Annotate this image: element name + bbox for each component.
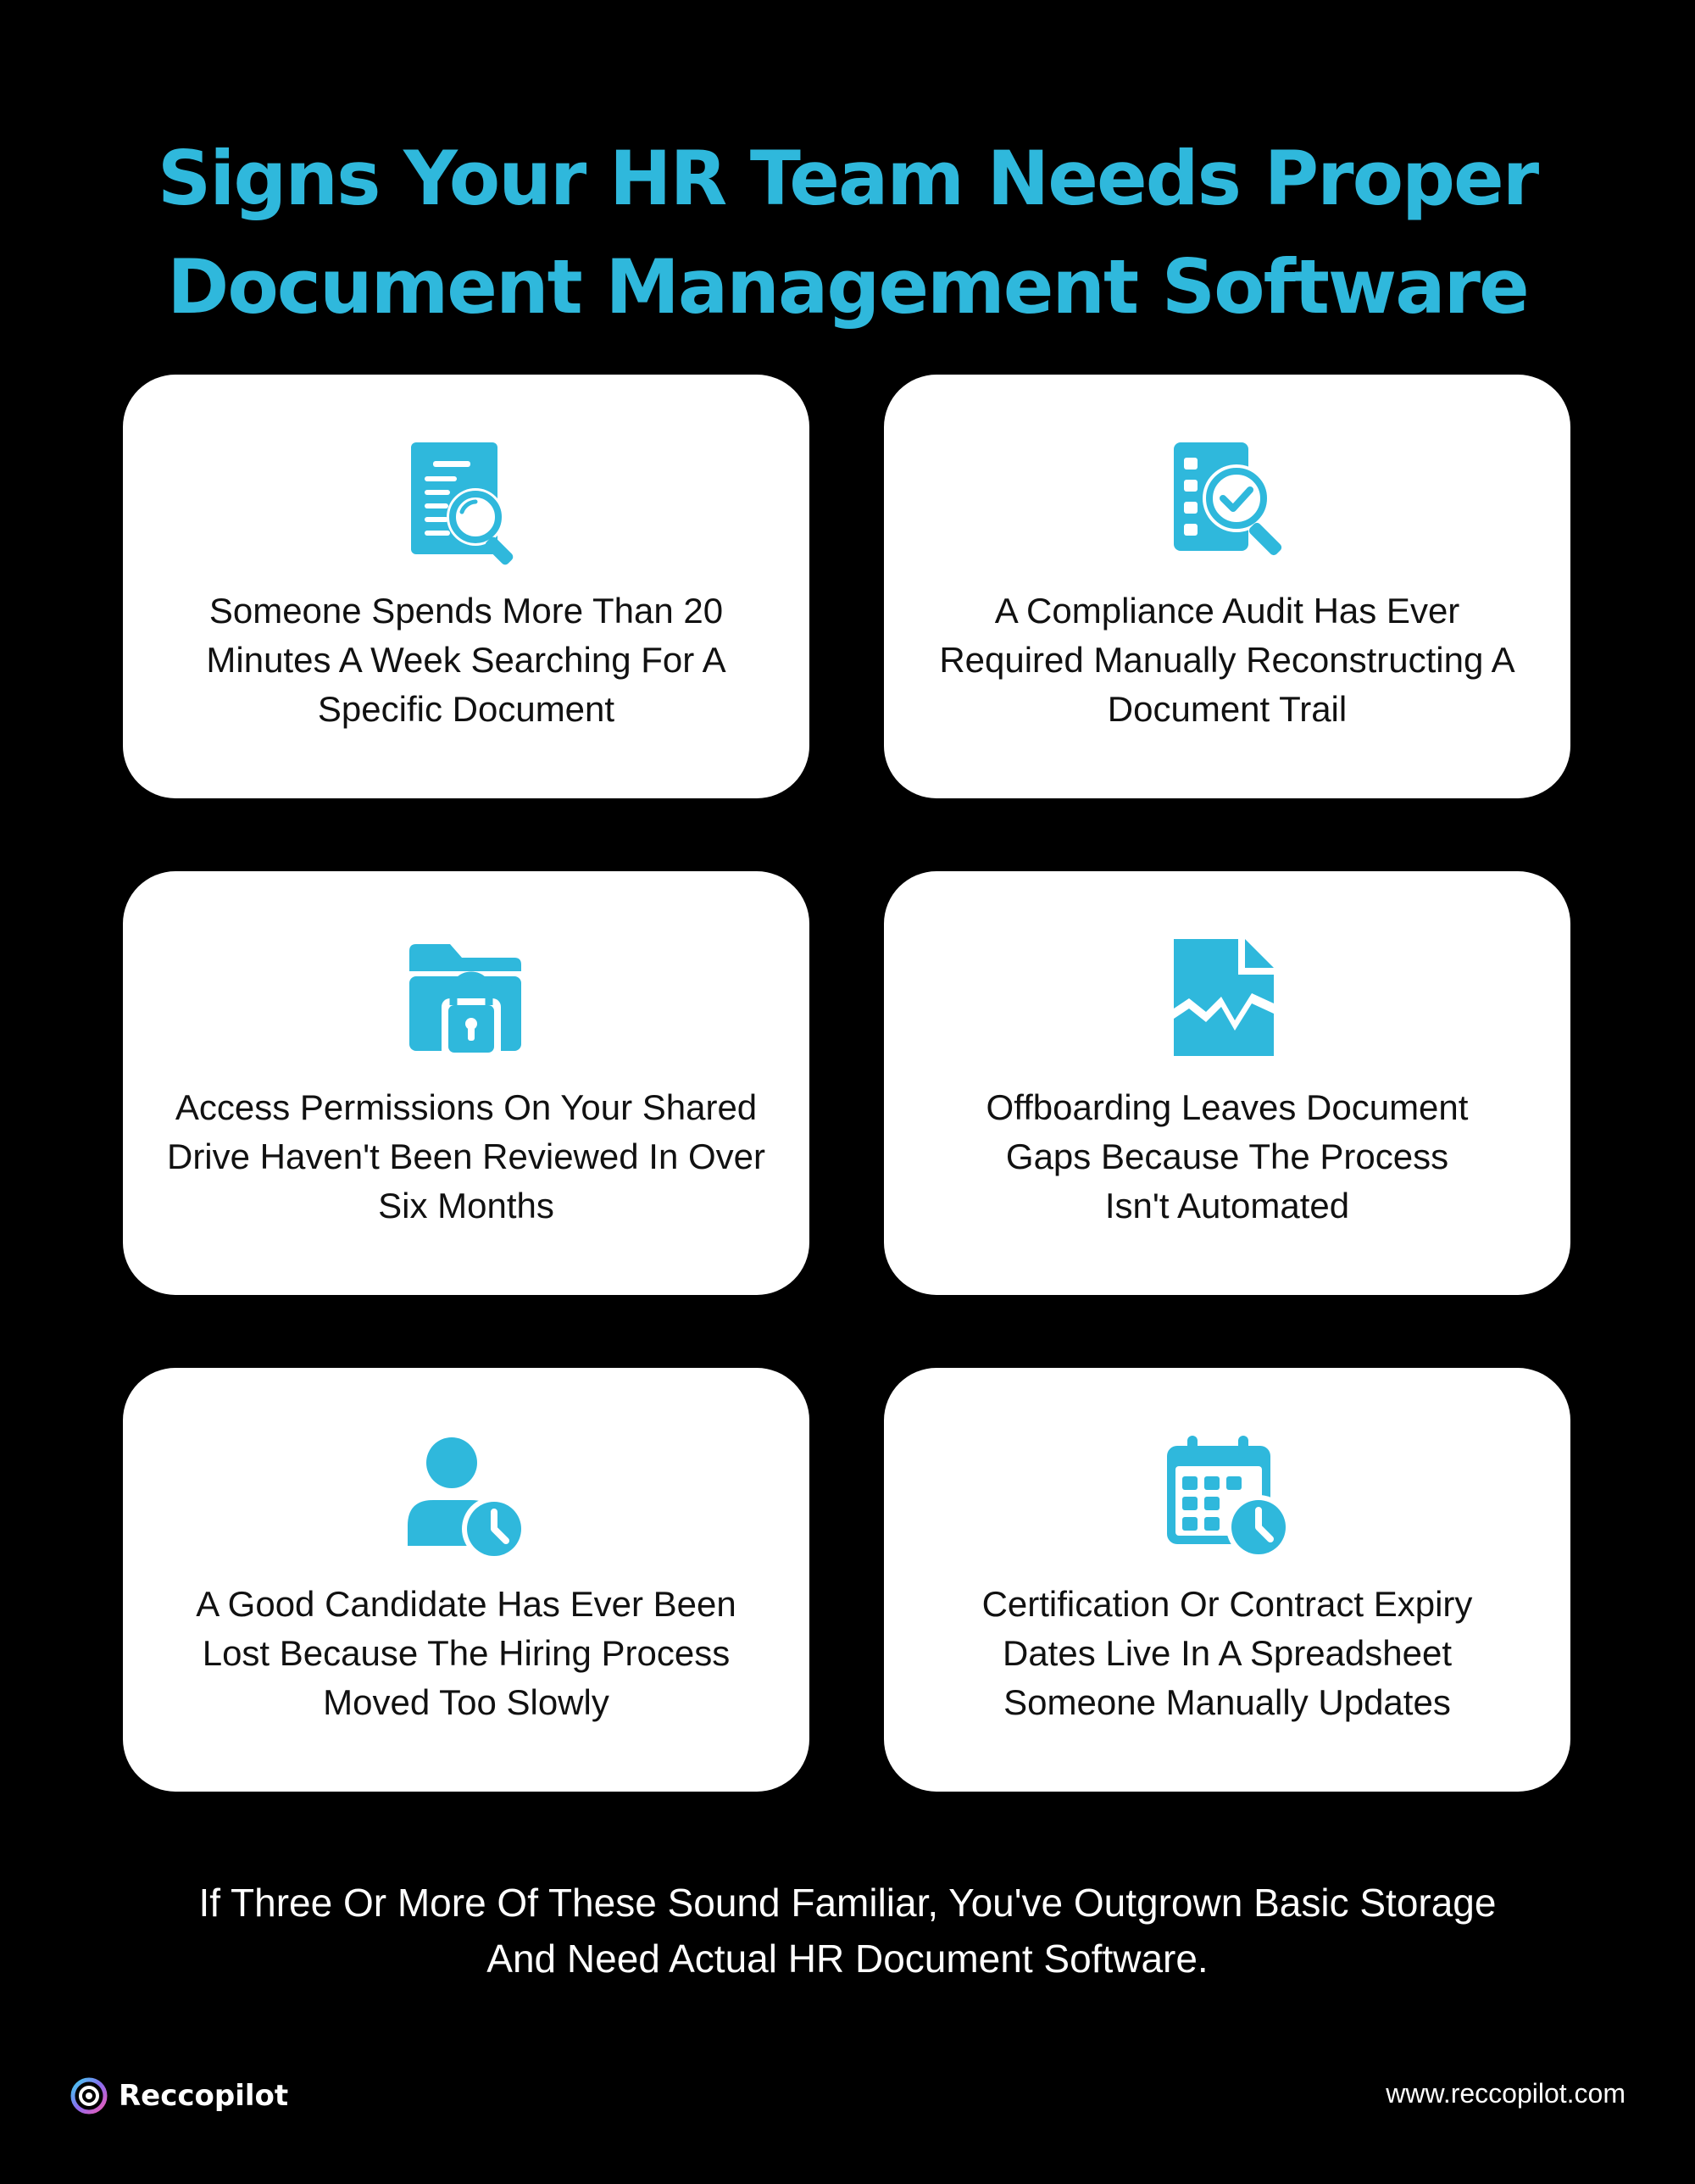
sign-text-line: Gaps Because The Process <box>1005 1136 1449 1176</box>
sign-text-line: Access Permissions On Your Shared <box>175 1087 758 1127</box>
sign-text-line: Someone Manually Updates <box>1003 1682 1451 1722</box>
sign-text-line: Dates Live In A Spreadsheet <box>1002 1633 1453 1673</box>
sign-text-line: A Compliance Audit Has Ever <box>994 591 1460 631</box>
page-title <box>0 125 1695 342</box>
sign-card-search-time <box>123 375 809 798</box>
conclusion-line-1: If Three Or More Of These Sound Familiar, You've Outgrown Basic Storage <box>198 1881 1497 1925</box>
sign-card-hiring-slow <box>123 1368 809 1792</box>
broken-document-icon <box>1164 937 1291 1064</box>
sign-text-line: A Good Candidate Has Ever Been <box>196 1584 736 1624</box>
folder-lock-icon <box>403 937 530 1064</box>
sign-text-line: Offboarding Leaves Document <box>986 1087 1469 1127</box>
sign-card-access-permissions <box>123 871 809 1295</box>
conclusion-text <box>0 1875 1695 1987</box>
sign-text-line: Document Trail <box>1107 689 1348 729</box>
calendar-clock-icon <box>1164 1434 1291 1561</box>
sign-text <box>918 1580 1537 1727</box>
brand-name: Reccopilot <box>119 2079 289 2113</box>
sign-card-compliance-audit <box>884 375 1570 798</box>
document-check-search-icon <box>1164 441 1291 568</box>
sign-text-line: Certification Or Contract Expiry <box>981 1584 1473 1624</box>
sign-text-line: Specific Document <box>317 689 615 729</box>
sign-text-line: Required Manually Reconstructing A <box>939 640 1515 680</box>
sign-text <box>157 1580 775 1727</box>
sign-text-line: Someone Spends More Than 20 <box>208 591 724 631</box>
website-url: www.reccopilot.com <box>1386 2078 1626 2109</box>
conclusion-line-2: And Need Actual HR Document Software. <box>486 1937 1209 1981</box>
sign-text <box>157 586 775 734</box>
sign-text <box>918 1083 1537 1231</box>
sign-text-line: Six Months <box>378 1186 554 1225</box>
sign-text <box>157 1083 775 1231</box>
title-line-1: Signs Your HR Team Needs Proper <box>157 134 1538 222</box>
sign-text-line: Minutes A Week Searching For A <box>206 640 726 680</box>
reccopilot-logo-icon <box>69 2076 108 2115</box>
sign-text-line: Isn't Automated <box>1104 1186 1350 1225</box>
sign-text-line: Drive Haven't Been Reviewed In Over <box>166 1136 765 1176</box>
brand <box>69 2075 288 2117</box>
document-search-icon <box>403 441 530 568</box>
sign-card-offboarding-gaps <box>884 871 1570 1295</box>
sign-text-line: Lost Because The Hiring Process <box>202 1633 731 1673</box>
sign-text <box>918 586 1537 734</box>
sign-text-line: Moved Too Slowly <box>323 1682 609 1722</box>
user-clock-icon <box>403 1434 530 1561</box>
title-line-2: Document Management Software <box>167 242 1528 331</box>
sign-card-expiry-spreadsheet <box>884 1368 1570 1792</box>
